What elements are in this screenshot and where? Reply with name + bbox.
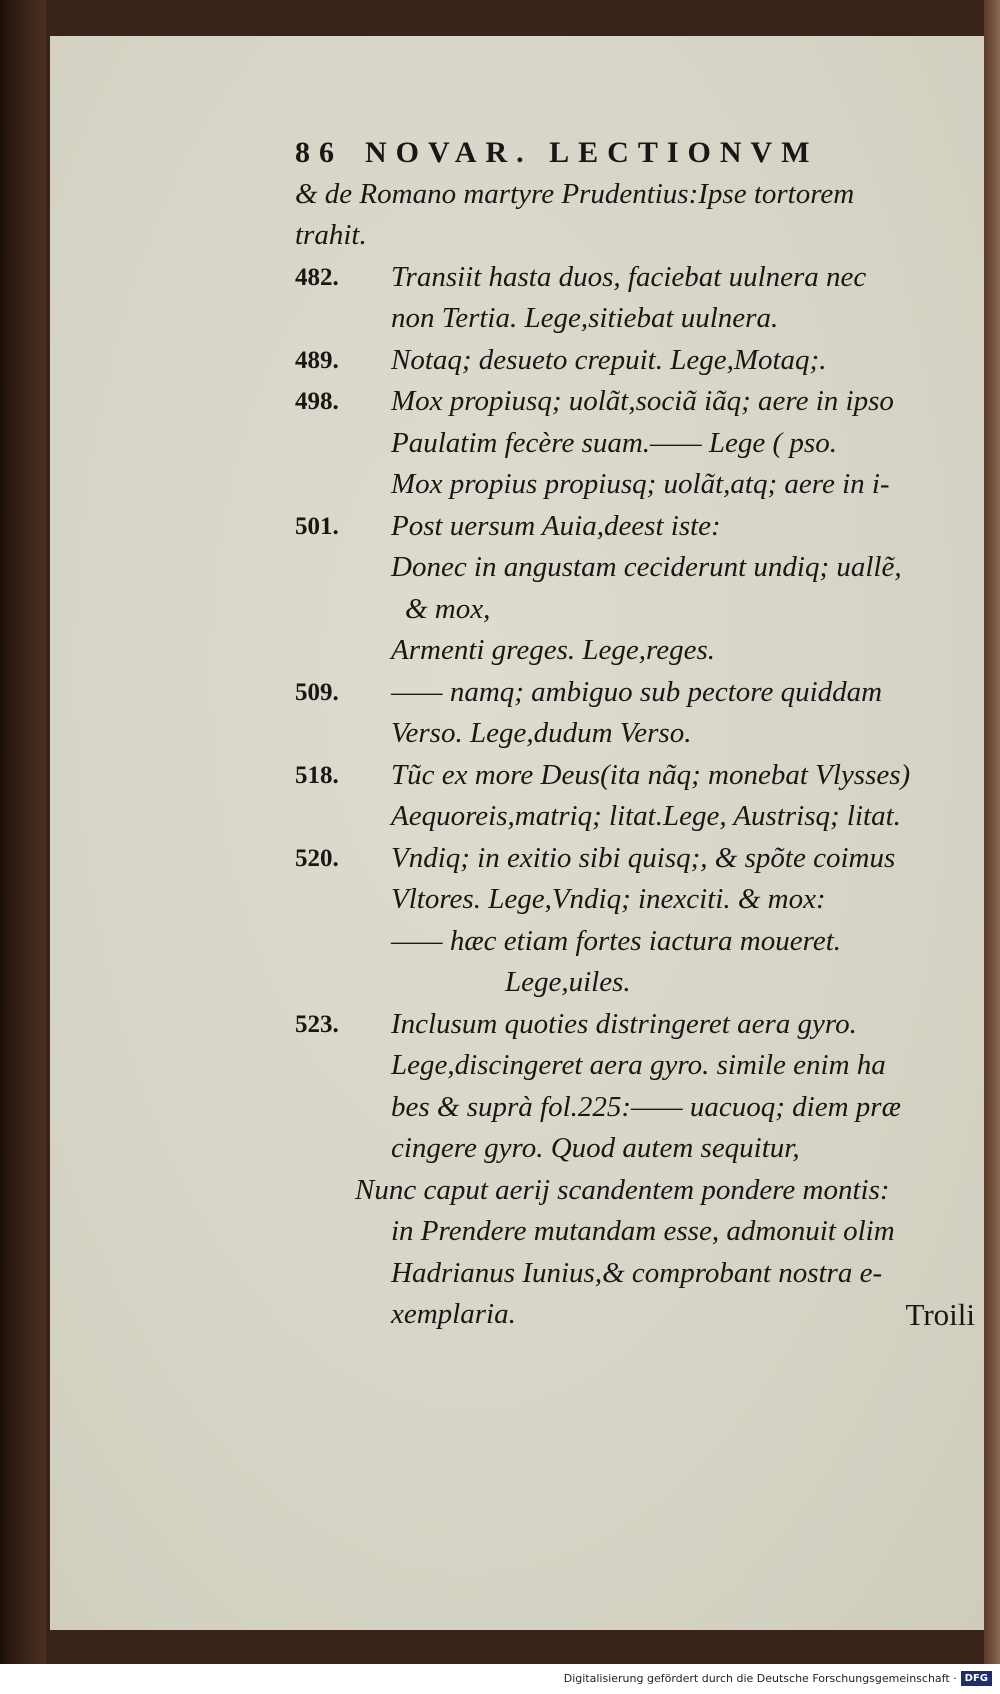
text-line bbox=[295, 630, 975, 672]
text-line bbox=[295, 1045, 975, 1087]
text-line bbox=[295, 672, 975, 714]
text-line bbox=[295, 962, 975, 1004]
line-text: Paulatim fecère suam.—— Lege ( pso. bbox=[391, 426, 837, 459]
text-line bbox=[295, 838, 975, 880]
book-page bbox=[50, 36, 990, 1630]
line-text: Nunc caput aerij scandentem pondere montis: bbox=[355, 1173, 890, 1206]
footer-credit: Digitalisierung gefördert durch die Deutsche Forschungsgemeinschaft · bbox=[563, 1671, 957, 1685]
line-text: non Tertia. Lege,sitiebat uulnera. bbox=[391, 302, 779, 334]
line-text: Donec in angustam ceciderunt undiq; uallẽ, bbox=[391, 551, 902, 583]
line-text: Verso. Lege,dudum Verso. bbox=[391, 717, 692, 749]
verse-number: 518. bbox=[295, 761, 339, 789]
digitization-footer bbox=[564, 1668, 992, 1688]
text-line bbox=[295, 1294, 975, 1336]
line-text: bes & suprà fol.225:—— uacuoq; diem præ bbox=[391, 1090, 901, 1123]
running-title: NOVAR. LECTIONVM bbox=[365, 136, 819, 169]
line-text: & mox, bbox=[405, 592, 491, 625]
text-line bbox=[295, 340, 975, 382]
line-text: Mox propiusq; uolãt,sociã iãq; aere in ipso bbox=[391, 385, 894, 417]
text-line bbox=[295, 506, 975, 548]
line-text: trahit. bbox=[295, 219, 367, 251]
text-line bbox=[295, 1087, 975, 1129]
line-text: Armenti greges. Lege,reges. bbox=[391, 634, 716, 666]
verse-number: 509. bbox=[295, 678, 339, 706]
verse-number: 501. bbox=[295, 512, 339, 540]
line-text: —— hæc etiam fortes iactura moueret. bbox=[391, 924, 841, 957]
text-line bbox=[295, 1253, 975, 1295]
dfg-logo: DFG bbox=[961, 1671, 992, 1686]
verse-number: 498. bbox=[295, 388, 339, 415]
verse-number: 520. bbox=[295, 844, 339, 872]
text-line bbox=[295, 1211, 975, 1253]
text-line bbox=[295, 381, 975, 423]
running-header bbox=[295, 132, 975, 174]
line-text: Inclusum quoties distringeret aera gyro. bbox=[391, 1007, 857, 1040]
text-line bbox=[295, 1004, 975, 1046]
line-text: Aequoreis,matriq; litat.Lege, Austrisq; litat. bbox=[391, 800, 901, 832]
text-line bbox=[295, 1170, 975, 1212]
line-text: —— namq; ambiguo sub pectore quiddam bbox=[391, 675, 883, 708]
catchword: Troili bbox=[905, 1297, 975, 1332]
line-text: cingere gyro. Quod autem sequitur, bbox=[391, 1132, 800, 1164]
line-text: Notaq; desueto crepuit. Lege,Motaq;. bbox=[391, 343, 827, 376]
text-line bbox=[295, 1128, 975, 1170]
text-line bbox=[295, 879, 975, 921]
text-line bbox=[295, 215, 975, 257]
text-line bbox=[295, 423, 975, 465]
text-line bbox=[295, 464, 975, 506]
line-text: xemplaria. bbox=[391, 1298, 516, 1330]
page-number: 86 bbox=[295, 136, 343, 169]
line-text: Lege,discingeret aera gyro. simile enim ha bbox=[391, 1049, 886, 1081]
line-text: Vndiq; in exitio sibi quisq;, & spõte coimus bbox=[391, 841, 896, 874]
text-line bbox=[295, 589, 975, 631]
line-text: Hadrianus Iunius,& comprobant nostra e- bbox=[391, 1256, 883, 1289]
line-text: in Prendere mutandam esse, admonuit olim bbox=[391, 1215, 895, 1247]
line-text: Transiit hasta duos, faciebat uulnera nec bbox=[391, 260, 867, 293]
text-line bbox=[295, 174, 975, 216]
text-line bbox=[295, 713, 975, 755]
line-text: Vltores. Lege,Vndiq; inexciti. & mox: bbox=[391, 883, 826, 915]
text-lines bbox=[295, 174, 975, 1336]
line-text: & de Romano martyre Prudentius:Ipse tortorem bbox=[295, 177, 855, 210]
text-line bbox=[295, 921, 975, 963]
verse-number: 489. bbox=[295, 346, 339, 374]
line-text: Mox propius propiusq; uolãt,atq; aere in i- bbox=[391, 468, 890, 500]
text-line bbox=[295, 796, 975, 838]
text-line bbox=[295, 257, 975, 299]
text-line bbox=[295, 755, 975, 797]
page-text bbox=[295, 132, 975, 1336]
verse-number: 482. bbox=[295, 263, 339, 291]
verse-number: 523. bbox=[295, 1010, 339, 1038]
line-text: Post uersum Auia,deest iste: bbox=[391, 509, 721, 542]
text-line bbox=[295, 298, 975, 340]
text-line bbox=[295, 547, 975, 589]
line-text: Lege,uiles. bbox=[505, 966, 631, 998]
line-text: Tũc ex more Deus(ita nãq; monebat Vlysses) bbox=[391, 758, 911, 791]
